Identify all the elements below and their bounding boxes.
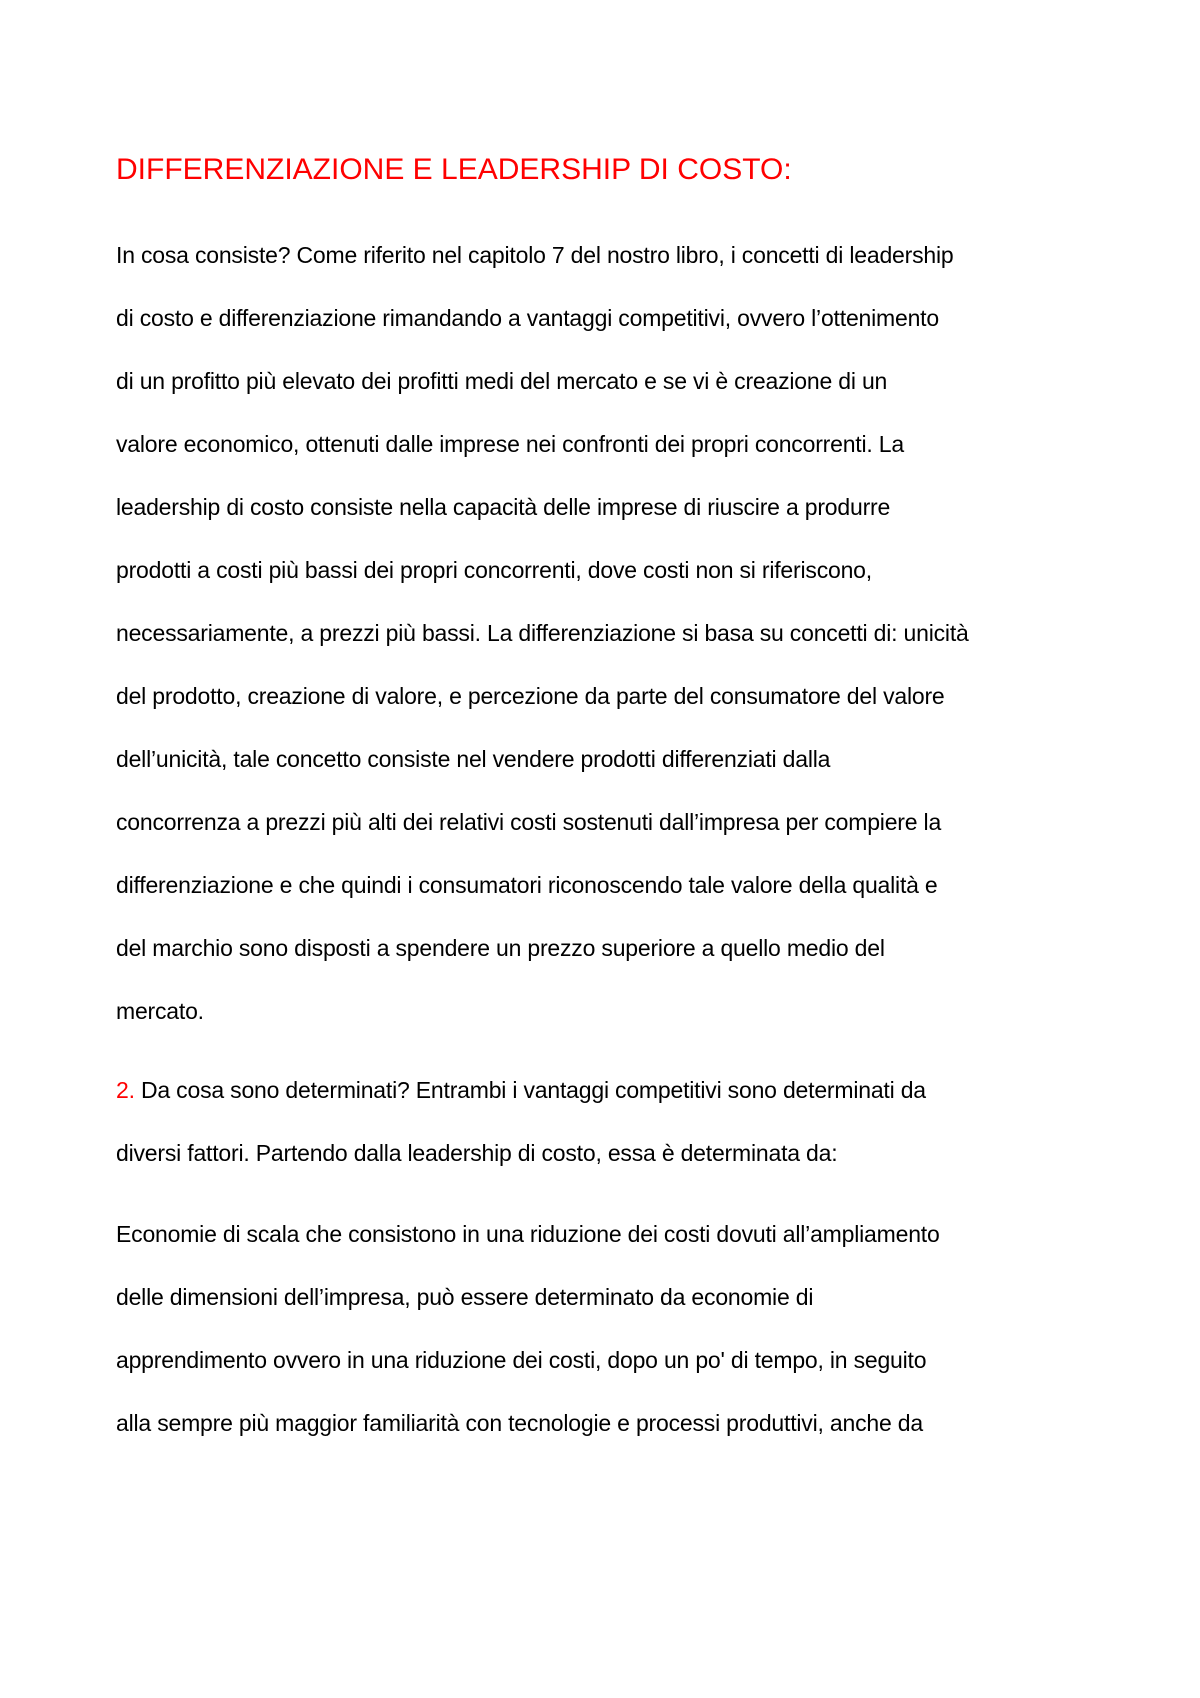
text-line: In cosa consiste? Come riferito nel capitolo 7 del nostro libro, i concetti di leadership: [116, 242, 954, 268]
text-line: valore economico, ottenuti dalle imprese nei confronti dei propri concorrenti. La: [116, 431, 904, 457]
text-line: leadership di costo consiste nella capacità delle imprese di riuscire a produrre: [116, 494, 891, 520]
text-line: del prodotto, creazione di valore, e percezione da parte del consumatore del valore: [116, 683, 945, 709]
text-line: differenziazione e che quindi i consumatori riconoscendo tale valore della qualità e: [116, 872, 938, 898]
text-line: del marchio sono disposti a spendere un prezzo superiore a quello medio del: [116, 935, 885, 961]
text-line: mercato.: [116, 998, 204, 1024]
page-title: DIFFERENZIAZIONE E LEADERSHIP DI COSTO:: [116, 153, 792, 186]
section-number: 2.: [116, 1077, 135, 1103]
text-line: delle dimensioni dell’impresa, può essere determinato da economie di: [116, 1284, 814, 1310]
text-line: apprendimento ovvero in una riduzione dei costi, dopo un po' di tempo, in seguito: [116, 1347, 927, 1373]
text-line: diversi fattori. Partendo dalla leadership di costo, essa è determinata da:: [116, 1140, 838, 1166]
text-line: dell’unicità, tale concetto consiste nel vendere prodotti differenziati dalla: [116, 746, 831, 772]
text-line: alla sempre più maggior familiarità con tecnologie e processi produttivi, anche da: [116, 1410, 923, 1436]
text-line: Economie di scala che consistono in una riduzione dei costi dovuti all’ampliamento: [116, 1221, 940, 1247]
text-line: necessariamente, a prezzi più bassi. La differenziazione si basa su concetti di: unicità: [116, 620, 969, 646]
section-2-text: Da cosa sono determinati? Entrambi i vantaggi competitivi sono determinati da: [134, 1077, 926, 1103]
section-2-heading-line: [116, 1075, 926, 1105]
text-line: prodotti a costi più bassi dei propri concorrenti, dove costi non si riferiscono,: [116, 557, 872, 583]
text-line: di un profitto più elevato dei profitti medi del mercato e se vi è creazione di un: [116, 368, 888, 394]
text-line: concorrenza a prezzi più alti dei relativi costi sostenuti dall’impresa per compiere la: [116, 809, 942, 835]
text-line: di costo e differenziazione rimandando a vantaggi competitivi, ovvero l’ottenimento: [116, 305, 939, 331]
